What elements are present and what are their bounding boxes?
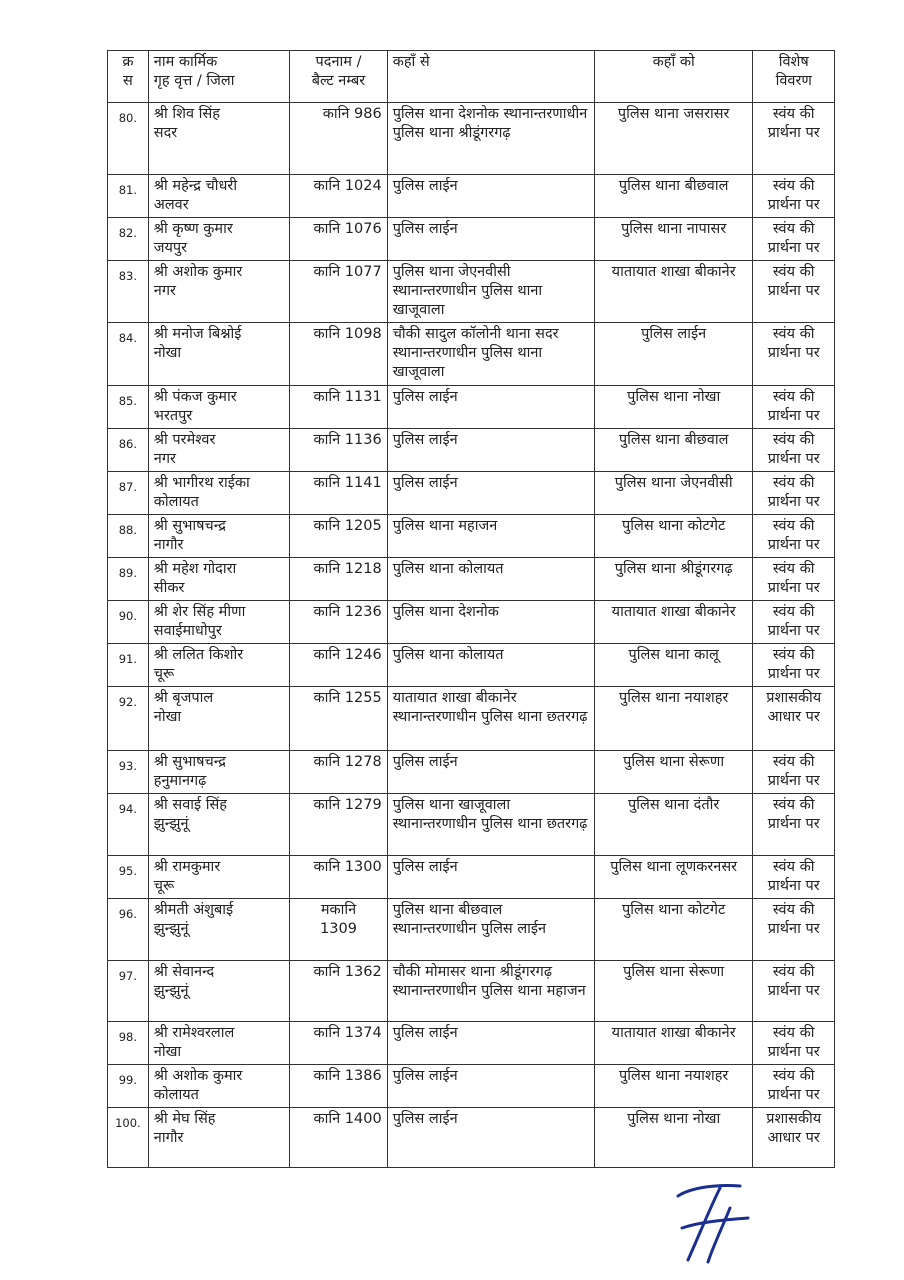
designation-cell: कानि 1205 — [290, 515, 387, 558]
name-cell — [148, 323, 290, 386]
name-cell — [148, 601, 290, 644]
serial-cell: 94. — [108, 794, 149, 856]
remarks-cell: स्वंय की प्रार्थना पर — [753, 961, 835, 1022]
serial-cell: 93. — [108, 751, 149, 794]
header-from: कहाँ से — [387, 51, 594, 103]
home-district: नोखा — [153, 1044, 182, 1060]
designation-cell: कानि 1076 — [290, 218, 387, 261]
from-cell: पुलिस लाईन — [387, 1108, 594, 1168]
table-row — [108, 261, 835, 323]
transfer-table — [107, 50, 835, 1168]
employee-name: श्रीमती अंशुबाई — [153, 902, 234, 918]
employee-name: श्री बृजपाल — [153, 690, 214, 706]
header-remarks: विशेष विवरण — [753, 51, 835, 103]
remarks-cell: स्वंय की प्रार्थना पर — [753, 175, 835, 218]
employee-name: श्री अशोक कुमार — [153, 1068, 243, 1084]
employee-name: श्री मेघ सिंह — [153, 1111, 216, 1127]
to-cell: यातायात शाखा बीकानेर — [594, 1022, 753, 1065]
employee-name: श्री सेवानन्द — [153, 964, 215, 980]
to-cell: पुलिस थाना जेएनवीसी — [594, 472, 753, 515]
from-cell: पुलिस थाना देशनोक स्थानान्तरणाधीन पुलिस थाना श्रीडूंगरगढ़ — [387, 103, 594, 175]
to-cell: पुलिस थाना दंतौर — [594, 794, 753, 856]
table-row — [108, 601, 835, 644]
home-district: सदर — [153, 125, 178, 141]
table-row — [108, 899, 835, 961]
table-row — [108, 961, 835, 1022]
serial-cell: 83. — [108, 261, 149, 323]
designation-cell — [290, 899, 387, 961]
employee-name: श्री पंकज कुमार — [153, 389, 237, 405]
employee-name: श्री शिव सिंह — [153, 106, 220, 122]
remarks-cell: स्वंय की प्रार्थना पर — [753, 323, 835, 386]
name-cell — [148, 751, 290, 794]
name-cell — [148, 175, 290, 218]
remarks-cell: स्वंय की प्रार्थना पर — [753, 558, 835, 601]
from-cell: पुलिस लाईन — [387, 175, 594, 218]
designation-cell: कानि 1278 — [290, 751, 387, 794]
home-district: चूरू — [153, 666, 175, 682]
designation-line: 1309 — [320, 921, 357, 937]
from-cell: पुलिस लाईन — [387, 218, 594, 261]
home-district: चूरू — [153, 878, 175, 894]
home-district: जयपुर — [153, 240, 188, 256]
home-district: अलवर — [153, 197, 189, 213]
from-cell: पुलिस थाना बीछवाल स्थानान्तरणाधीन पुलिस लाईन — [387, 899, 594, 961]
designation-cell: कानि 1136 — [290, 429, 387, 472]
from-cell: पुलिस थाना महाजन — [387, 515, 594, 558]
serial-cell: 89. — [108, 558, 149, 601]
name-cell — [148, 1022, 290, 1065]
to-cell: यातायात शाखा बीकानेर — [594, 601, 753, 644]
serial-cell: 100. — [108, 1108, 149, 1168]
name-cell — [148, 386, 290, 429]
home-district: कोलायत — [153, 494, 199, 510]
serial-cell: 85. — [108, 386, 149, 429]
employee-name: श्री कृष्ण कुमार — [153, 221, 233, 237]
remarks-cell: स्वंय की प्रार्थना पर — [753, 601, 835, 644]
header-to: कहाँ को — [594, 51, 753, 103]
to-cell: पुलिस थाना लूणकरनसर — [594, 856, 753, 899]
home-district: नगर — [153, 451, 176, 467]
designation-cell: कानि 1300 — [290, 856, 387, 899]
to-cell: पुलिस लाईन — [594, 323, 753, 386]
header-name: नाम कार्मिक गृह वृत्त / जिला — [148, 51, 290, 103]
serial-cell: 99. — [108, 1065, 149, 1108]
home-district: भरतपुर — [153, 408, 193, 424]
table-row — [108, 644, 835, 687]
serial-cell: 90. — [108, 601, 149, 644]
table-row — [108, 794, 835, 856]
employee-name: श्री मनोज बिश्नोई — [153, 326, 242, 342]
designation-cell: कानि 1279 — [290, 794, 387, 856]
designation-cell: कानि 1024 — [290, 175, 387, 218]
table-row — [108, 386, 835, 429]
serial-cell: 96. — [108, 899, 149, 961]
employee-name: श्री महेश गोदारा — [153, 561, 237, 577]
table-row — [108, 323, 835, 386]
employee-name: श्री ललित किशोर — [153, 647, 244, 663]
remarks-cell: स्वंय की प्रार्थना पर — [753, 856, 835, 899]
name-cell — [148, 218, 290, 261]
from-cell: चौकी सादुल कॉलोनी थाना सदर स्थानान्तरणाधीन पुलिस थाना खाजूवाला — [387, 323, 594, 386]
remarks-cell: स्वंय की प्रार्थना पर — [753, 644, 835, 687]
home-district: हनुमानगढ़ — [153, 773, 207, 789]
header-serial: क्र स — [108, 51, 149, 103]
name-cell — [148, 961, 290, 1022]
table-row — [108, 856, 835, 899]
to-cell: पुलिस थाना नोखा — [594, 1108, 753, 1168]
designation-cell: कानि 1141 — [290, 472, 387, 515]
designation-line: मकानि — [320, 902, 357, 918]
from-cell: चौकी मोमासर थाना श्रीडूंगरगढ़ स्थानान्तरणाधीन पुलिस थाना महाजन — [387, 961, 594, 1022]
name-cell — [148, 899, 290, 961]
designation-cell: कानि 1077 — [290, 261, 387, 323]
table-header-row — [108, 51, 835, 103]
serial-cell: 97. — [108, 961, 149, 1022]
home-district: झुन्झुनूं — [153, 983, 189, 999]
to-cell: यातायात शाखा बीकानेर — [594, 261, 753, 323]
to-cell: पुलिस थाना नापासर — [594, 218, 753, 261]
to-cell: पुलिस थाना कोटगेट — [594, 515, 753, 558]
designation-cell: कानि 1098 — [290, 323, 387, 386]
from-cell: पुलिस लाईन — [387, 856, 594, 899]
remarks-cell: स्वंय की प्रार्थना पर — [753, 429, 835, 472]
table-row — [108, 1022, 835, 1065]
from-cell: पुलिस थाना कोलायत — [387, 558, 594, 601]
remarks-cell: स्वंय की प्रार्थना पर — [753, 103, 835, 175]
from-cell: पुलिस लाईन — [387, 386, 594, 429]
signature-mark — [660, 1178, 760, 1268]
serial-cell: 88. — [108, 515, 149, 558]
serial-cell: 81. — [108, 175, 149, 218]
table-row — [108, 515, 835, 558]
to-cell: पुलिस थाना श्रीडूंगरगढ़ — [594, 558, 753, 601]
home-district: नागौर — [153, 537, 184, 553]
name-cell — [148, 1065, 290, 1108]
home-district: नागौर — [153, 1130, 184, 1146]
from-cell: पुलिस लाईन — [387, 751, 594, 794]
serial-cell: 80. — [108, 103, 149, 175]
remarks-cell: स्वंय की प्रार्थना पर — [753, 472, 835, 515]
name-cell — [148, 644, 290, 687]
remarks-cell: प्रशासकीय आधार पर — [753, 687, 835, 751]
home-district: सीकर — [153, 580, 185, 596]
serial-cell: 84. — [108, 323, 149, 386]
serial-cell: 95. — [108, 856, 149, 899]
from-cell: यातायात शाखा बीकानेर स्थानान्तरणाधीन पुलिस थाना छतरगढ़ — [387, 687, 594, 751]
to-cell: पुलिस थाना नयाशहर — [594, 1065, 753, 1108]
table-row — [108, 472, 835, 515]
remarks-cell: स्वंय की प्रार्थना पर — [753, 1065, 835, 1108]
transfer-list-sheet — [107, 50, 835, 1168]
name-cell — [148, 856, 290, 899]
employee-name: श्री सवाई सिंह — [153, 797, 228, 813]
home-district: कोलायत — [153, 1087, 199, 1103]
table-row — [108, 103, 835, 175]
serial-cell: 92. — [108, 687, 149, 751]
remarks-cell: स्वंय की प्रार्थना पर — [753, 515, 835, 558]
name-cell — [148, 472, 290, 515]
designation-cell: कानि 986 — [290, 103, 387, 175]
name-cell — [148, 261, 290, 323]
table-row — [108, 1065, 835, 1108]
from-cell: पुलिस लाईन — [387, 1065, 594, 1108]
from-cell: पुलिस थाना जेएनवीसी स्थानान्तरणाधीन पुलिस थाना खाजूवाला — [387, 261, 594, 323]
employee-name: श्री सुभाषचन्द्र — [153, 754, 226, 770]
remarks-cell: स्वंय की प्रार्थना पर — [753, 899, 835, 961]
employee-name: श्री परमेश्वर — [153, 432, 216, 448]
to-cell: पुलिस थाना बीछवाल — [594, 175, 753, 218]
designation-cell: कानि 1236 — [290, 601, 387, 644]
employee-name: श्री भागीरथ राईका — [153, 475, 250, 491]
from-cell: पुलिस थाना कोलायत — [387, 644, 594, 687]
designation-cell: कानि 1255 — [290, 687, 387, 751]
to-cell: पुलिस थाना बीछवाल — [594, 429, 753, 472]
remarks-cell: स्वंय की प्रार्थना पर — [753, 794, 835, 856]
remarks-cell: स्वंय की प्रार्थना पर — [753, 1022, 835, 1065]
employee-name: श्री महेन्द्र चौधरी — [153, 178, 238, 194]
employee-name: श्री रामेश्वरलाल — [153, 1025, 235, 1041]
name-cell — [148, 687, 290, 751]
table-body — [108, 103, 835, 1168]
designation-cell: कानि 1362 — [290, 961, 387, 1022]
remarks-cell: स्वंय की प्रार्थना पर — [753, 218, 835, 261]
name-cell — [148, 515, 290, 558]
from-cell: पुलिस थाना देशनोक — [387, 601, 594, 644]
designation-cell: कानि 1400 — [290, 1108, 387, 1168]
from-cell: पुलिस लाईन — [387, 1022, 594, 1065]
to-cell: पुलिस थाना नोखा — [594, 386, 753, 429]
designation-cell: कानि 1131 — [290, 386, 387, 429]
remarks-cell: प्रशासकीय आधार पर — [753, 1108, 835, 1168]
table-row — [108, 218, 835, 261]
table-row — [108, 429, 835, 472]
name-cell — [148, 558, 290, 601]
from-cell: पुलिस लाईन — [387, 472, 594, 515]
designation-cell: कानि 1374 — [290, 1022, 387, 1065]
designation-cell: कानि 1386 — [290, 1065, 387, 1108]
serial-cell: 87. — [108, 472, 149, 515]
to-cell: पुलिस थाना कोटगेट — [594, 899, 753, 961]
table-row — [108, 1108, 835, 1168]
remarks-cell: स्वंय की प्रार्थना पर — [753, 386, 835, 429]
name-cell — [148, 794, 290, 856]
table-row — [108, 687, 835, 751]
from-cell: पुलिस थाना खाजूवाला स्थानान्तरणाधीन पुलिस थाना छतरगढ़ — [387, 794, 594, 856]
designation-cell: कानि 1218 — [290, 558, 387, 601]
name-cell — [148, 103, 290, 175]
header-designation: पदनाम / बैल्ट नम्बर — [290, 51, 387, 103]
home-district: नगर — [153, 283, 176, 299]
from-cell: पुलिस लाईन — [387, 429, 594, 472]
employee-name: श्री सुभाषचन्द्र — [153, 518, 226, 534]
designation-cell: कानि 1246 — [290, 644, 387, 687]
table-row — [108, 175, 835, 218]
name-cell — [148, 1108, 290, 1168]
employee-name: श्री शेर सिंह मीणा — [153, 604, 246, 620]
name-cell — [148, 429, 290, 472]
serial-cell: 82. — [108, 218, 149, 261]
employee-name: श्री रामकुमार — [153, 859, 221, 875]
remarks-cell: स्वंय की प्रार्थना पर — [753, 261, 835, 323]
to-cell: पुलिस थाना सेरूणा — [594, 961, 753, 1022]
serial-cell: 86. — [108, 429, 149, 472]
home-district: झुन्झुनूं — [153, 921, 189, 937]
home-district: नोखा — [153, 345, 182, 361]
to-cell: पुलिस थाना कालू — [594, 644, 753, 687]
serial-cell: 98. — [108, 1022, 149, 1065]
remarks-cell: स्वंय की प्रार्थना पर — [753, 751, 835, 794]
home-district: सवाईमाधोपुर — [153, 623, 222, 639]
table-row — [108, 558, 835, 601]
to-cell: पुलिस थाना जसरासर — [594, 103, 753, 175]
home-district: झुन्झुनूं — [153, 816, 189, 832]
home-district: नोखा — [153, 709, 182, 725]
to-cell: पुलिस थाना सेरूणा — [594, 751, 753, 794]
to-cell: पुलिस थाना नयाशहर — [594, 687, 753, 751]
serial-cell: 91. — [108, 644, 149, 687]
table-row — [108, 751, 835, 794]
employee-name: श्री अशोक कुमार — [153, 264, 243, 280]
